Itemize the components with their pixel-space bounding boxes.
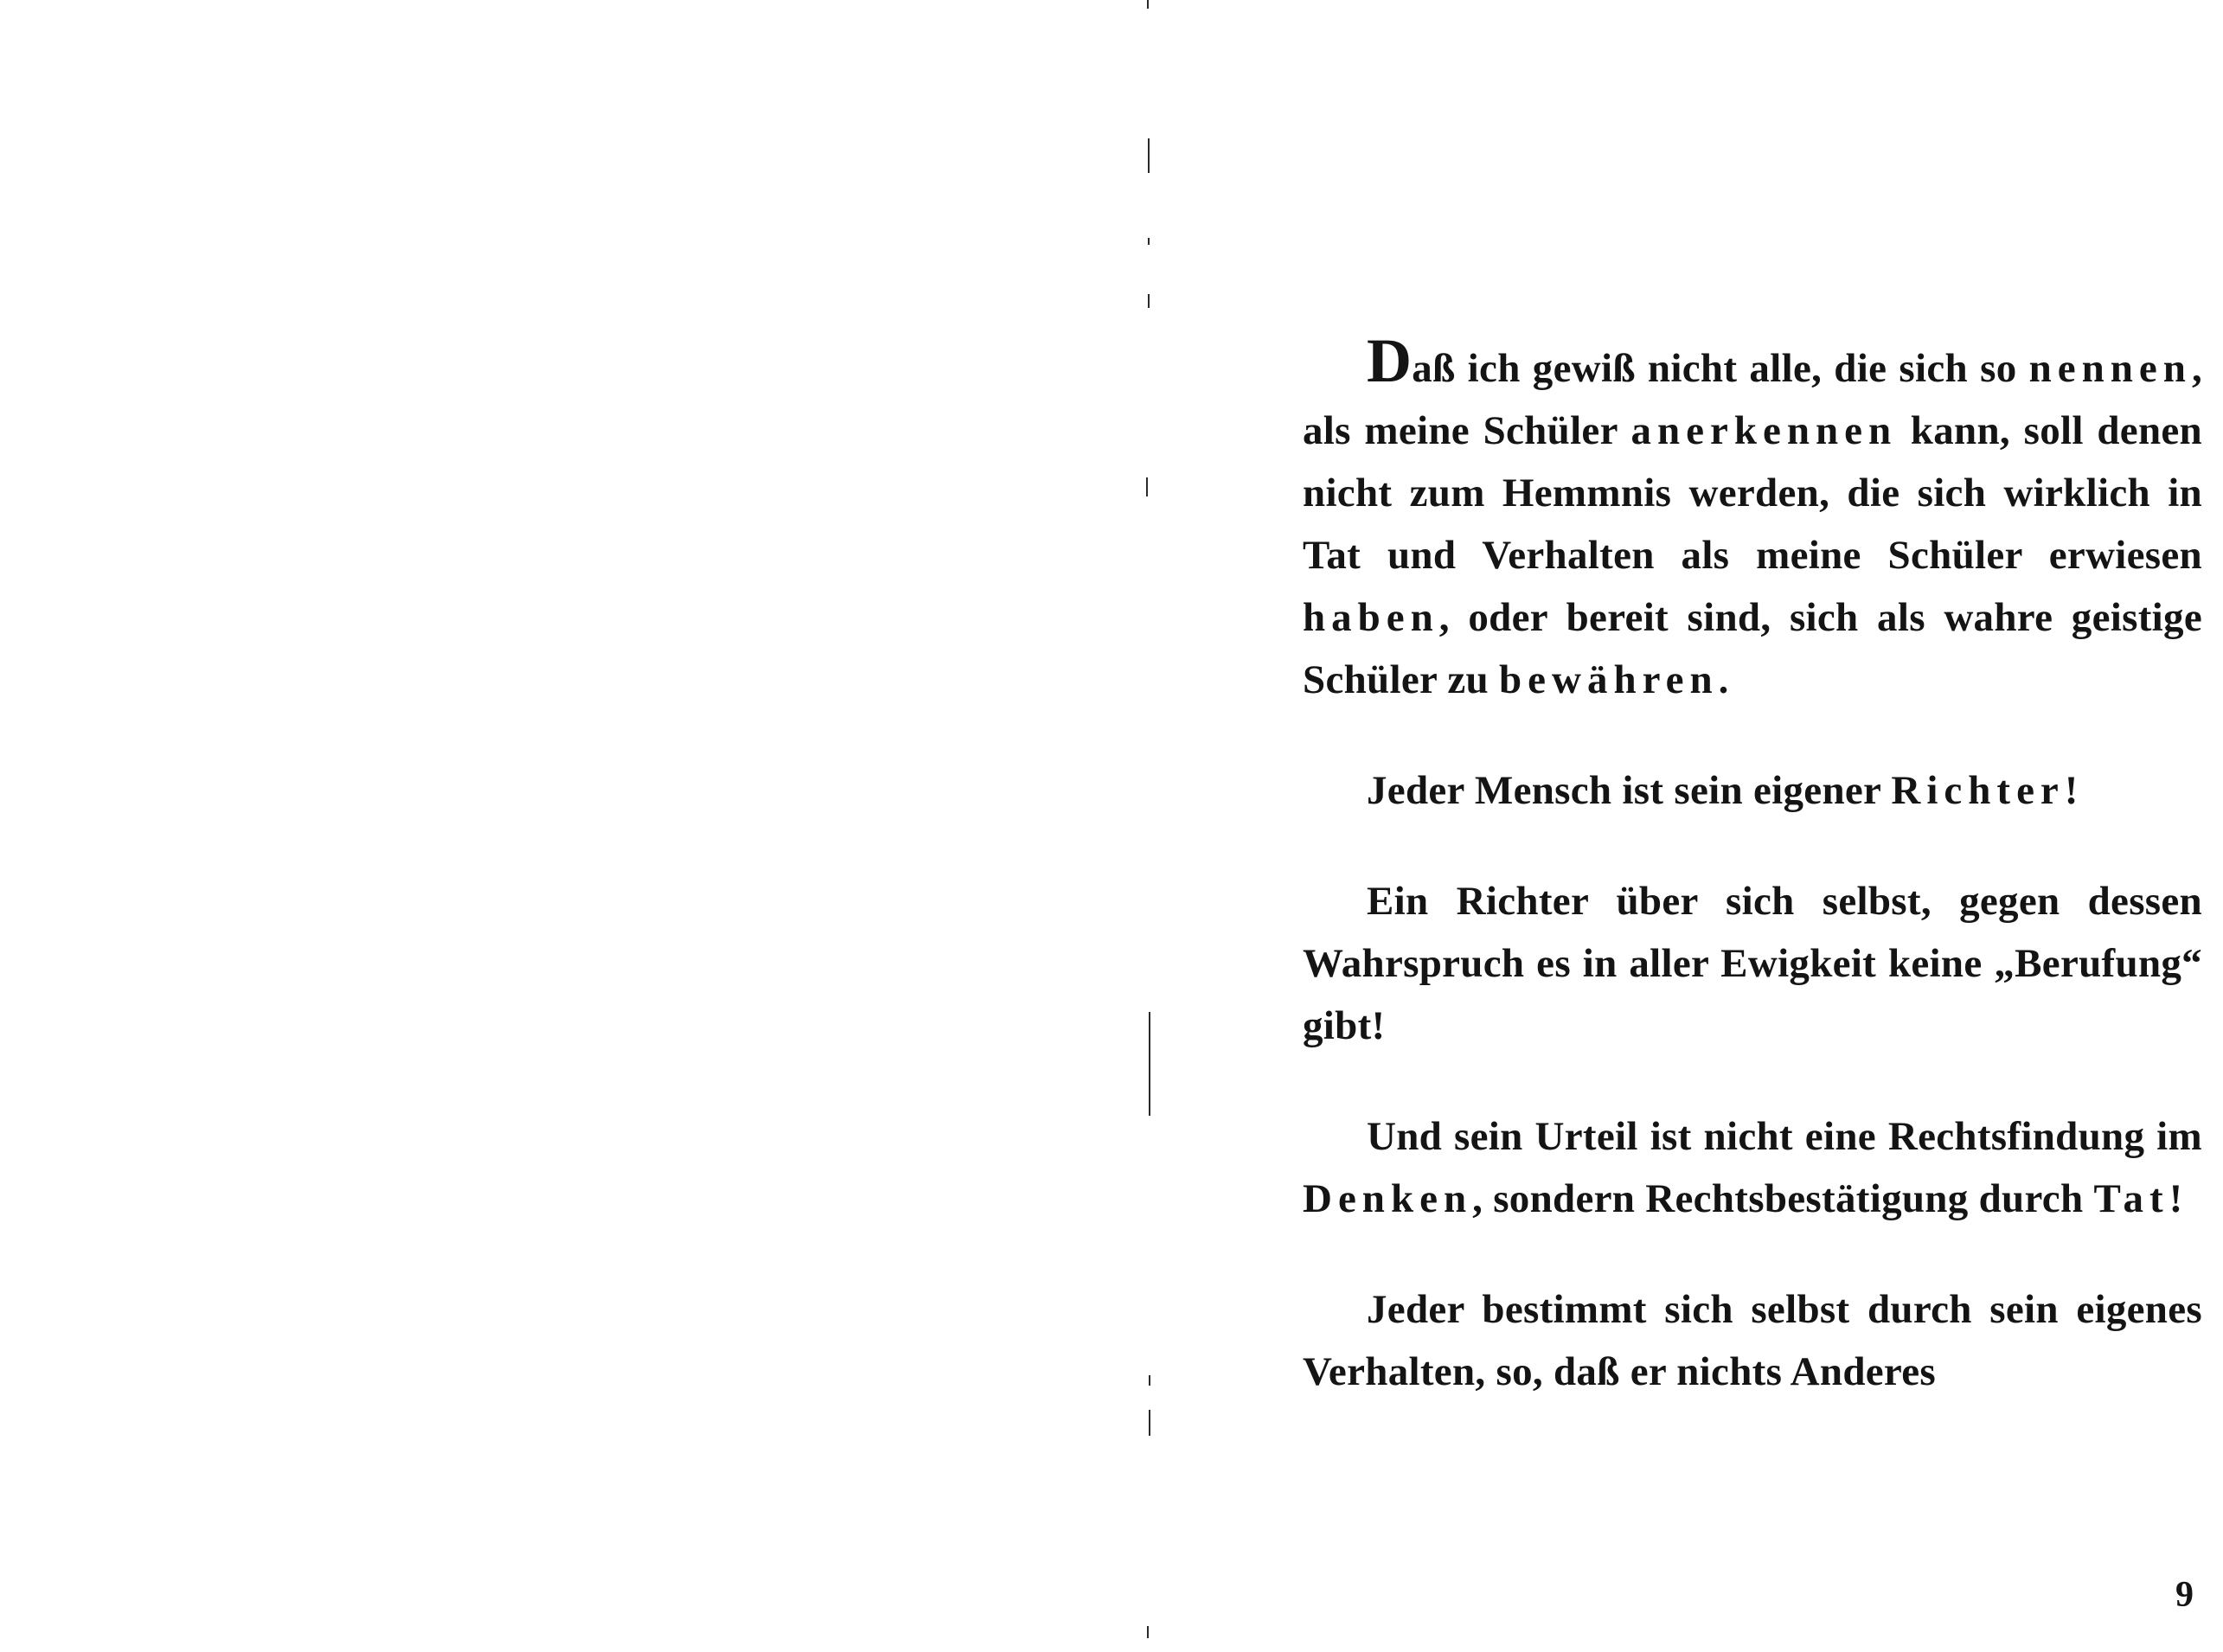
emphasis-spaced: Tat <box>2093 1176 2169 1221</box>
gutter-mark <box>1148 294 1150 308</box>
gutter-mark <box>1146 477 1148 496</box>
text-run: ! <box>2064 768 2079 813</box>
drop-cap: D <box>1367 326 1413 395</box>
gutter-mark <box>1147 1626 1149 1638</box>
gutter-mark <box>1148 138 1150 173</box>
paragraph <box>1303 1278 2202 1403</box>
text-run: , als meine Schüler <box>1303 346 2202 453</box>
gutter-mark <box>1147 0 1149 9</box>
text-run: Jeder Mensch ist sein eigener <box>1367 768 1892 813</box>
emphasis-spaced: anerkennen <box>1630 408 1898 453</box>
text-run: . <box>1718 657 1729 702</box>
text-run: , sondern Rechtsbestätigung durch <box>1472 1176 2094 1221</box>
gutter-mark <box>1148 238 1150 245</box>
emphasis-spaced: haben <box>1303 595 1439 640</box>
emphasis-spaced: Denken <box>1303 1176 1473 1221</box>
body-text <box>1303 326 2202 1451</box>
paragraph <box>1303 759 2202 822</box>
text-run: , oder bereit sind, sich als wahre geistige Schüler zu <box>1303 595 2202 702</box>
text-run: Jeder bestimmt sich selbst durch sein eigenes Verhalten, so, daß er nichts Anderes <box>1303 1287 2202 1394</box>
page-number: 9 <box>2175 1575 2194 1615</box>
text-run: ! <box>2169 1176 2183 1221</box>
text-run: Ein Richter über sich selbst, gegen dessen Wahrspruch es in aller Ewigkeit keine „Berufung“ gibt! <box>1303 879 2202 1048</box>
paragraph <box>1303 1105 2202 1230</box>
paragraph <box>1303 326 2202 711</box>
text-run: kann, soll denen nicht zum Hemmnis werden, die sich wirklich in Tat und Verhalten als meine Schüler erwiesen <box>1303 408 2202 578</box>
emphasis-spaced: Richter <box>1891 768 2065 813</box>
emphasis-spaced: bewähren <box>1499 657 1719 702</box>
text-run: aß ich gewiß nicht alle, die sich so <box>1412 346 2029 391</box>
text-run: Und sein Urteil ist nicht eine Rechtsfindung im <box>1367 1114 2202 1159</box>
right-page <box>1150 0 2223 1652</box>
paragraph <box>1303 870 2202 1057</box>
emphasis-spaced: nennen <box>2028 346 2192 391</box>
